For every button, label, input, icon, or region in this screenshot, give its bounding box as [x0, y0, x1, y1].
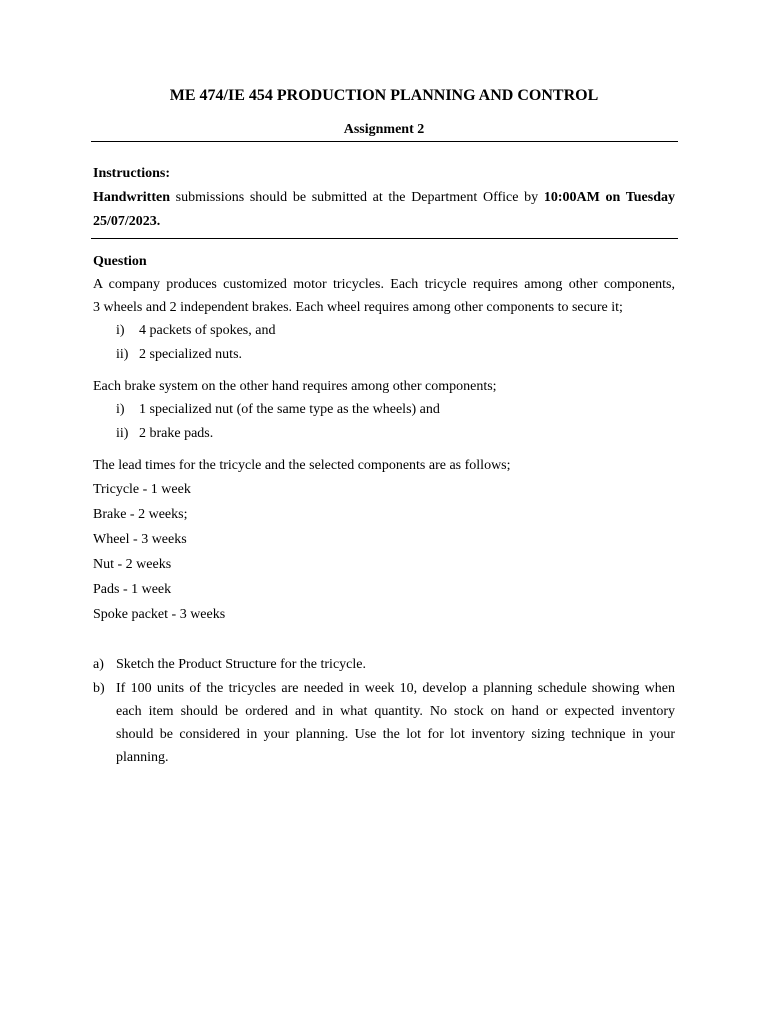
- list-item: [116, 425, 128, 443]
- lead-time-tricycle: Tricycle - 1 week: [93, 482, 191, 497]
- wheel-item-spokes: 4 packets of spokes, and: [139, 323, 276, 338]
- list-item: [116, 401, 125, 419]
- wheel-item-nuts: 2 specialized nuts.: [139, 347, 243, 362]
- task-b-line-4: planning.: [116, 750, 169, 765]
- lead-time-brake: Brake - 2 weeks;: [93, 507, 188, 522]
- deadline-date: 25/07/2023.: [93, 214, 161, 229]
- brake-intro: Each brake system on the other hand requires among other components;: [93, 379, 497, 394]
- task-a-text: Sketch the Product Structure for the tricycle.: [116, 657, 366, 672]
- task-b-marker: b): [93, 681, 105, 696]
- task-b-line-2: each item should be ordered and in what quantity. No stock on hand or expected inventory: [116, 704, 675, 719]
- assignment-subtitle: Assignment 2: [343, 122, 425, 137]
- brake-item-nut: 1 specialized nut (of the same type as the wheels) and: [139, 402, 440, 417]
- instructions-divider: [91, 238, 678, 239]
- list-item: [116, 322, 125, 340]
- list-marker: i): [116, 402, 125, 417]
- instructions-text: submissions should be submitted at the Department Office by: [170, 190, 544, 205]
- task-b-line-1: If 100 units of the tricycles are needed in week 10, develop a planning schedule showing when: [116, 681, 675, 696]
- brake-item-pads: 2 brake pads.: [139, 426, 214, 441]
- task-a-marker: a): [93, 657, 104, 672]
- lead-times-intro: The lead times for the tricycle and the selected components are as follows;: [93, 458, 511, 473]
- header-divider: [91, 141, 678, 142]
- task-b-line-3: should be considered in your planning. Use the lot for lot inventory sizing technique in your: [116, 727, 675, 742]
- handwritten-emphasis: Handwritten: [93, 190, 170, 205]
- question-intro-line-1: A company produces customized motor tricycles. Each tricycle requires among other components,: [93, 277, 675, 292]
- lead-time-wheel: Wheel - 3 weeks: [93, 532, 187, 547]
- list-marker: ii): [116, 426, 129, 441]
- question-intro-line-2: 3 wheels and 2 independent brakes. Each wheel requires among other components to secure it;: [93, 300, 623, 315]
- instructions-line-1: [93, 189, 675, 207]
- list-marker: ii): [116, 347, 129, 362]
- list-marker: i): [116, 323, 125, 338]
- lead-time-nut: Nut - 2 weeks: [93, 557, 172, 572]
- list-item: [116, 346, 128, 364]
- question-heading: Question: [93, 254, 147, 269]
- lead-time-spoke-packet: Spoke packet - 3 weeks: [93, 607, 226, 622]
- lead-time-pads: Pads - 1 week: [93, 582, 172, 597]
- deadline-time: 10:00AM on Tuesday: [543, 190, 675, 205]
- instructions-heading: Instructions:: [93, 166, 171, 181]
- document-title: ME 474/IE 454 PRODUCTION PLANNING AND CONTROL: [169, 87, 599, 104]
